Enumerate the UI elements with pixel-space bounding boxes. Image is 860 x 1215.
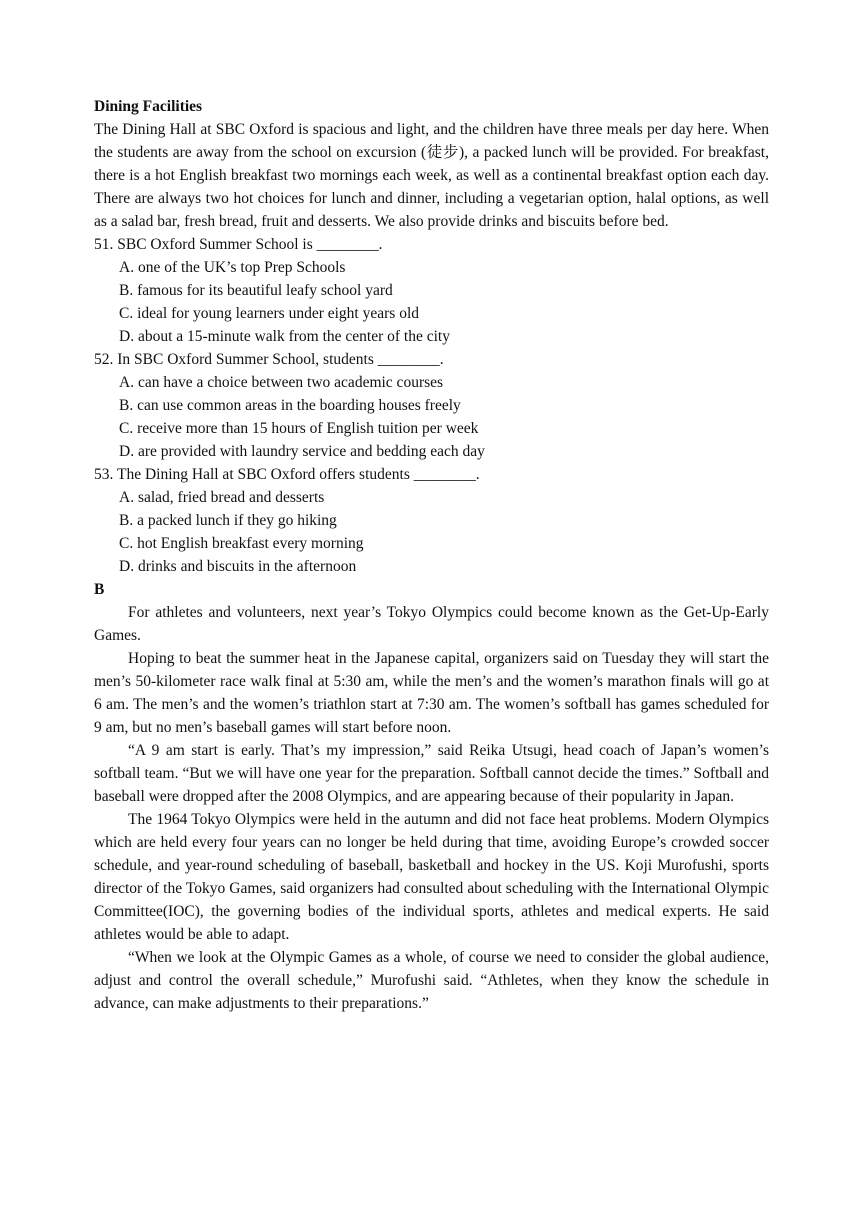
article-paragraph: “When we look at the Olympic Games as a whole, of course we need to consider the global audience, adjust and control the overall schedule,” Murofushi said. “Athletes, when they know the schedule in advance, can make adjustments to their preparations.”: [94, 949, 769, 1012]
document-page: [94, 95, 769, 1015]
option-d: D. are provided with laundry service and bedding each day: [119, 443, 485, 460]
article-paragraph: For athletes and volunteers, next year’s Tokyo Olympics could become known as the Get-Up-Early Games.: [94, 604, 769, 644]
option-c: C. hot English breakfast every morning: [119, 535, 364, 552]
article-paragraph: Hoping to beat the summer heat in the Japanese capital, organizers said on Tuesday they will start the men’s 50-kilometer race walk final at 5:30 am, while the men’s and the women’s marathon finals will go at 6 am. The men’s and the women’s triathlon start at 7:30 am. The women’s softball has games scheduled for 9 am, but no men’s baseball games will start before noon.: [94, 650, 769, 736]
option-c: C. ideal for young learners under eight years old: [119, 305, 420, 322]
option-b: B. a packed lunch if they go hiking: [119, 512, 337, 529]
dining-paragraph: The Dining Hall at SBC Oxford is spacious and light, and the children have three meals per day here. When the students are away from the school on excursion (徒步), a packed lunch will be provided. For breakfast, there is a hot English breakfast two mornings each week, as well as a continental breakfast option each day. There are always two hot choices for lunch and dinner, including a vegetarian option, halal options, as well as a salad bar, fresh bread, fruit and desserts. We also provide drinks and biscuits before bed.: [94, 121, 769, 230]
option-d: D. drinks and biscuits in the afternoon: [119, 558, 357, 575]
option-a: A. can have a choice between two academic courses: [119, 374, 444, 391]
question-53: [94, 463, 769, 578]
option-a: A. one of the UK’s top Prep Schools: [119, 259, 346, 276]
section-heading: Dining Facilities: [94, 98, 203, 115]
question-51: [94, 233, 769, 348]
option-b: B. famous for its beautiful leafy school yard: [119, 282, 393, 299]
article-paragraph: “A 9 am start is early. That’s my impression,” said Reika Utsugi, head coach of Japan’s women’s softball team. “But we will have one year for the preparation. Softball cannot decide the times.” Softball and baseball were dropped after the 2008 Olympics, and are appearing because of their popularity in Japan.: [94, 742, 769, 805]
option-c: C. receive more than 15 hours of English tuition per week: [119, 420, 479, 437]
article-paragraph: The 1964 Tokyo Olympics were held in the autumn and did not face heat problems. Modern Olympics which are held every four years can no longer be held during that time, avoiding Europe’s crowded soccer schedule, and year-round scheduling of baseball, basketball and hockey in the US. Koji Murofushi, sports director of the Tokyo Games, said organizers had consulted about scheduling with the International Olympic Committee(IOC), the governing bodies of the individual sports, athletes and medical experts. He said athletes would be able to adapt.: [94, 811, 769, 943]
option-d: D. about a 15-minute walk from the center of the city: [119, 328, 450, 345]
option-a: A. salad, fried bread and desserts: [119, 489, 325, 506]
option-b: B. can use common areas in the boarding houses freely: [119, 397, 461, 414]
question-stem: 51. SBC Oxford Summer School is ________.: [94, 236, 383, 253]
question-stem: 53. The Dining Hall at SBC Oxford offers students ________.: [94, 466, 480, 483]
question-stem: 52. In SBC Oxford Summer School, students ________.: [94, 351, 444, 368]
section-b-title: B: [94, 581, 105, 598]
question-52: [94, 348, 769, 463]
